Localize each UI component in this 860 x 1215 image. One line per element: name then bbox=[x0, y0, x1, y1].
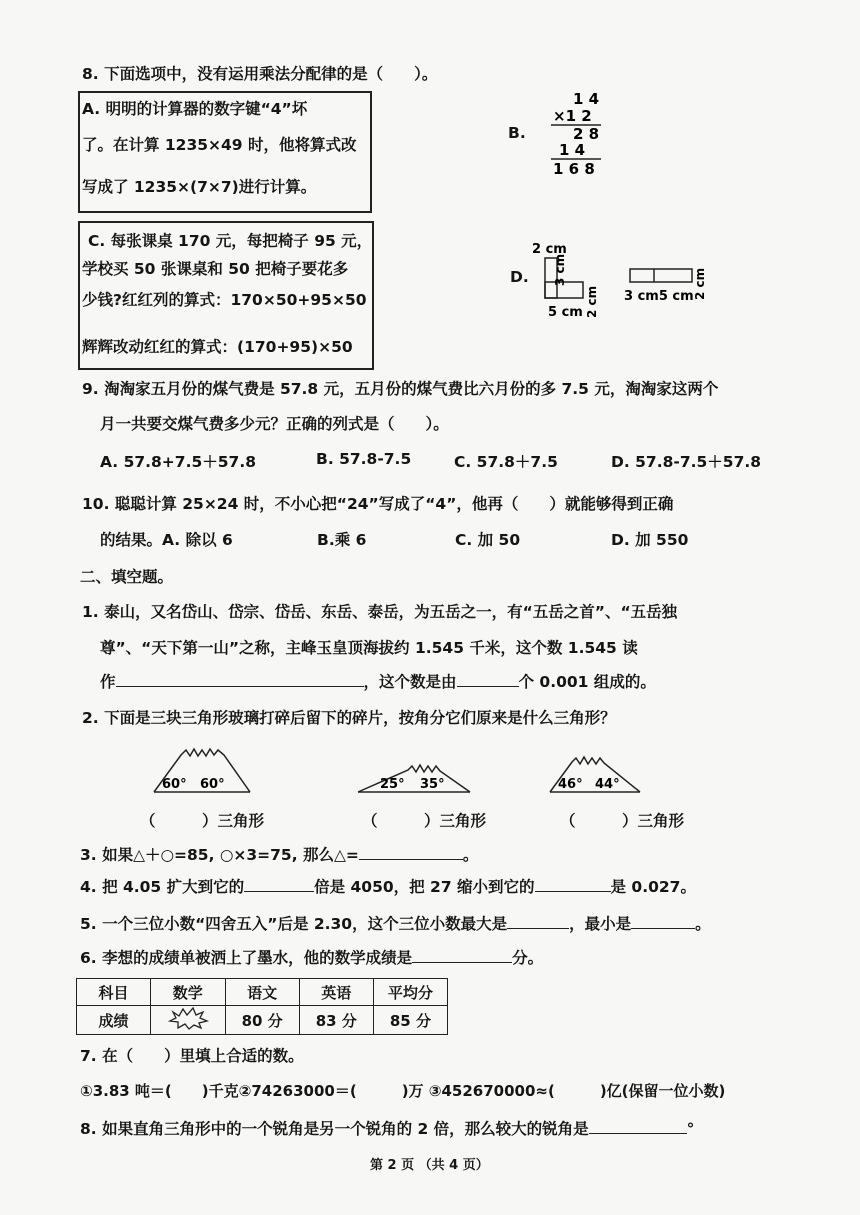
f7-line: ①3.83 吨＝( )千克②74263000＝( )万 ③452670000≈( )亿(保留一位小数) bbox=[80, 1082, 726, 1100]
f5-text-b: ，最小是 bbox=[569, 915, 632, 933]
header-math: 数学 bbox=[151, 979, 226, 1006]
d-right-bottom-label: 3 cm5 cm bbox=[624, 289, 694, 304]
f4-line bbox=[80, 875, 696, 897]
section-title: 二、填空题。 bbox=[80, 568, 174, 586]
f1-line3-c: 个 0.001 组成的。 bbox=[518, 673, 656, 691]
f8-line bbox=[80, 1117, 694, 1139]
header-english: 英语 bbox=[299, 979, 373, 1006]
option-c-line3: 少钱?红红列的算式：170×50+95×50 bbox=[82, 291, 367, 309]
q10-option-d: D. 加 550 bbox=[611, 531, 689, 549]
reading-blank[interactable] bbox=[116, 671, 364, 688]
q10-option-b: B.乘 6 bbox=[317, 531, 367, 549]
fragment-1-angle-left: 60° bbox=[162, 777, 187, 792]
f4-text-c: 是 0.027。 bbox=[610, 878, 696, 896]
q9-option-c: C. 57.8＋7.5 bbox=[454, 453, 558, 471]
score-table-row bbox=[77, 1006, 448, 1035]
mult-row-1: 1 4 bbox=[573, 90, 600, 108]
fragment-2-angle-left: 25° bbox=[380, 777, 405, 792]
triangle-fragments bbox=[140, 740, 800, 800]
option-d-label: D. bbox=[510, 268, 529, 286]
bar-rect bbox=[630, 269, 692, 282]
f1-line3 bbox=[100, 670, 656, 692]
option-a-line3: 写成了 1235×(7×7)进行计算。 bbox=[82, 178, 317, 196]
q10-line2: 的结果。A. 除以 6 bbox=[100, 531, 233, 549]
fragment-3-angle-left: 46° bbox=[558, 777, 583, 792]
vertical-multiplication bbox=[545, 88, 615, 180]
option-a-line2: 了。在计算 1235×49 时，他将算式改 bbox=[82, 136, 357, 154]
f8-text-b: ° bbox=[686, 1120, 695, 1138]
d-top-label: 2 cm bbox=[532, 242, 567, 257]
option-c-box bbox=[78, 221, 374, 370]
f6-text-b: 分。 bbox=[512, 949, 544, 967]
q8-stem: 8. 下面选项中，没有运用乘法分配律的是（ ）。 bbox=[82, 65, 438, 83]
f2-answer-3[interactable]: （ ）三角形 bbox=[560, 812, 685, 830]
f1-line3-a: 作 bbox=[100, 673, 116, 691]
f1-line2: 尊”、“天下第一山”之称，主峰玉皇顶海拔约 1.545 千米，这个数 1.545 读 bbox=[100, 639, 638, 657]
f7-stem: 7. 在（ ）里填上合适的数。 bbox=[80, 1047, 304, 1065]
f1-line3-b: ，这个数是由 bbox=[363, 673, 457, 691]
f8-text-a: 8. 如果直角三角形中的一个锐角是另一个锐角的 2 倍，那么较大的锐角是 bbox=[80, 1120, 589, 1138]
f2-stem: 2. 下面是三块三角形玻璃打碎后留下的碎片，按角分它们原来是什么三角形？ bbox=[82, 709, 616, 727]
angle-blank[interactable] bbox=[589, 1118, 687, 1135]
header-subject: 科目 bbox=[77, 979, 151, 1006]
max-blank[interactable] bbox=[507, 913, 569, 930]
row-label: 成绩 bbox=[77, 1006, 151, 1035]
option-d-diagram bbox=[528, 236, 718, 322]
mult-row-5: 1 6 8 bbox=[553, 160, 595, 178]
average-score: 85 分 bbox=[373, 1006, 447, 1035]
f3-text-a: 3. 如果△＋○=85, ○×3=75, 那么△= bbox=[80, 846, 359, 864]
option-c-line1: C. 每张课桌 170 元，每把椅子 95 元， bbox=[88, 232, 373, 250]
f6-line bbox=[80, 946, 543, 968]
count-blank[interactable] bbox=[457, 671, 519, 688]
mult-row-4: 1 4 bbox=[559, 141, 586, 159]
option-a-box bbox=[78, 91, 372, 213]
ink-blot-cell bbox=[151, 1006, 226, 1035]
f1-line1: 1. 泰山，又名岱山、岱宗、岱岳、东岳、泰岳，为五岳之一，有“五岳之首”、“五岳独 bbox=[82, 603, 678, 621]
fraction-blank[interactable] bbox=[535, 876, 611, 893]
f5-text-c: 。 bbox=[695, 915, 711, 933]
header-chinese: 语文 bbox=[225, 979, 299, 1006]
q9-line2: 月一共要交煤气费多少元？正确的列式是（ ）。 bbox=[100, 415, 449, 433]
english-score: 83 分 bbox=[299, 1006, 373, 1035]
q9-line1: 9. 淘淘家五月份的煤气费是 57.8 元，五月份的煤气费比六月份的多 7.5 元，淘淘家这两个 bbox=[82, 380, 719, 398]
triangle-value-blank[interactable] bbox=[359, 844, 463, 861]
q10-option-c: C. 加 50 bbox=[455, 531, 521, 549]
fragment-3-angle-right: 44° bbox=[595, 777, 620, 792]
f3-line bbox=[80, 843, 478, 865]
ink-blot-icon bbox=[165, 1006, 211, 1030]
math-score-blank[interactable] bbox=[412, 947, 512, 964]
f4-text-b: 倍是 4050，把 27 缩小到它的 bbox=[314, 878, 535, 896]
chinese-score: 80 分 bbox=[225, 1006, 299, 1035]
option-c-line4: 辉辉改动红红的算式：(170+95)×50 bbox=[82, 338, 353, 356]
header-average: 平均分 bbox=[373, 979, 447, 1006]
fragment-2 bbox=[358, 765, 470, 792]
option-b-label: B. bbox=[508, 124, 526, 142]
q10-line1: 10. 聪聪计算 25×24 时，不小心把“24”写成了“4”，他再（ ）就能够得到正确 bbox=[82, 495, 674, 513]
q9-option-a: A. 57.8+7.5＋57.8 bbox=[100, 453, 256, 471]
f6-text-a: 6. 李想的成绩单被洒上了墨水，他的数学成绩是 bbox=[80, 949, 413, 967]
option-a-line1: A. 明明的计算器的数字键“4”坏 bbox=[82, 100, 308, 118]
fragment-1-angle-right: 60° bbox=[200, 777, 225, 792]
f5-line bbox=[80, 912, 711, 934]
score-table-header bbox=[77, 979, 448, 1006]
score-table bbox=[76, 978, 448, 1035]
min-blank[interactable] bbox=[631, 913, 695, 930]
d-side1-label: 3 cm bbox=[553, 253, 567, 286]
f5-text-a: 5. 一个三位小数“四舍五入”后是 2.30，这个三位小数最大是 bbox=[80, 915, 508, 933]
f2-answer-1[interactable]: （ ）三角形 bbox=[140, 812, 265, 830]
option-c-line2: 学校买 50 张课桌和 50 把椅子要花多 bbox=[82, 260, 349, 278]
multiple-blank[interactable] bbox=[244, 876, 314, 893]
d-right-side-label: 2 cm bbox=[693, 267, 707, 300]
d-side2-label: 2 cm bbox=[585, 285, 599, 318]
q9-option-d: D. 57.8-7.5＋57.8 bbox=[611, 453, 762, 471]
fragment-2-angle-right: 35° bbox=[420, 777, 445, 792]
q9-option-b: B. 57.8-7.5 bbox=[316, 450, 412, 468]
page-footer: 第 2 页 （共 4 页） bbox=[370, 1158, 489, 1173]
f3-text-b: 。 bbox=[462, 846, 479, 864]
f4-text-a: 4. 把 4.05 扩大到它的 bbox=[80, 878, 245, 896]
mult-row-2: ×1 2 bbox=[553, 107, 592, 125]
mult-row-3: 2 8 bbox=[573, 125, 600, 143]
f2-answer-2[interactable]: （ ）三角形 bbox=[362, 812, 487, 830]
d-bottom-label: 5 cm bbox=[548, 305, 583, 320]
